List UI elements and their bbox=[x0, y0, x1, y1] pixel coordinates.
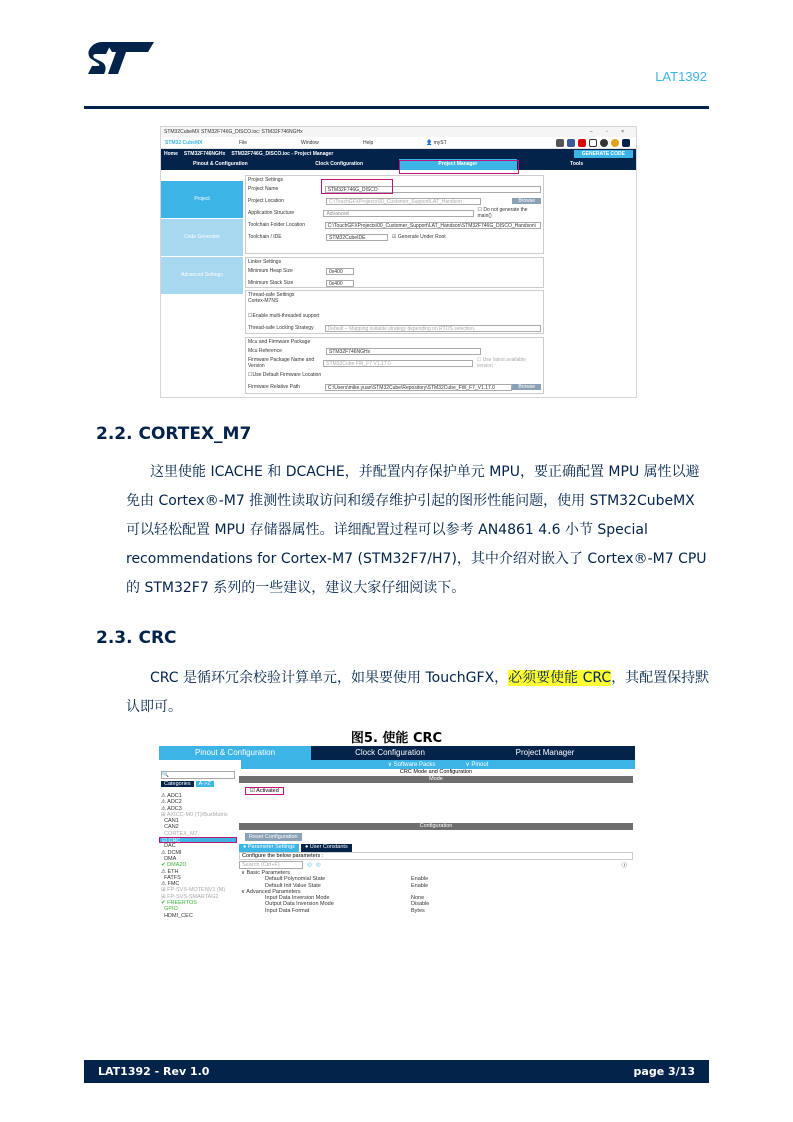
software-packs-menu[interactable]: ∨ Software Packs bbox=[387, 762, 436, 768]
footer-rev: LAT1392 - Rev 1.0 bbox=[98, 1065, 210, 1078]
st-logo bbox=[88, 40, 156, 76]
item-label: CORTEX_M7 bbox=[164, 830, 198, 837]
label: Toolchain / IDE bbox=[248, 234, 282, 240]
checkbox-label: Activated bbox=[256, 788, 279, 794]
facebook-icon[interactable] bbox=[567, 139, 575, 147]
label: Project Name bbox=[248, 186, 279, 192]
tab-a-z[interactable]: A->Z bbox=[196, 781, 214, 787]
tab-label: Parameter Settings bbox=[247, 844, 295, 850]
menu-help[interactable]: Help bbox=[363, 139, 374, 146]
list-item[interactable]: ⚠ ADC1 bbox=[161, 793, 182, 799]
tab-tools[interactable]: Tools bbox=[570, 161, 584, 167]
fig-tabs bbox=[159, 746, 635, 760]
fig-subtabs bbox=[241, 760, 635, 769]
tab-user-constants[interactable]: ● User Constants bbox=[301, 844, 352, 852]
list-item[interactable]: ⊞ FP-SVS-MOTENV1 (M) bbox=[161, 887, 226, 894]
multithread-checkbox[interactable]: ☐ Enable multi-threaded support bbox=[248, 313, 320, 319]
activated-checkbox[interactable]: ☑ Activated bbox=[245, 787, 284, 795]
label: Firmware Relative Path bbox=[248, 384, 300, 390]
param-value: Bytes bbox=[411, 907, 425, 914]
label: Application Structure bbox=[248, 210, 295, 216]
param-search-row bbox=[239, 860, 633, 870]
fw-package-input[interactable]: STM32Cube FW_F7 V1.17.0 bbox=[323, 360, 473, 367]
window-title: STM32CubeMX STM32F746G_DISCO.ioc: STM32F746NGHx bbox=[164, 129, 303, 135]
tab-label: User Constants bbox=[309, 844, 348, 850]
item-label: DMA2D bbox=[167, 862, 187, 869]
mode-bar: Mode bbox=[239, 776, 633, 783]
crc-config-pane bbox=[239, 769, 633, 950]
prev-icon[interactable]: ◎ bbox=[307, 862, 312, 868]
myst-label: myST bbox=[433, 139, 447, 146]
label: Toolchain Folder Location bbox=[248, 222, 305, 228]
param-name: Input Data Inversion Mode bbox=[265, 895, 330, 902]
list-item[interactable]: ✔ FREERTOS bbox=[161, 900, 197, 907]
item-label: DMA bbox=[164, 855, 177, 862]
reset-configuration-button[interactable]: Reset Configuration bbox=[245, 833, 302, 841]
pinout-menu[interactable]: ∨ Pinout bbox=[465, 762, 489, 768]
mode-config-title: CRC Mode and Configuration bbox=[399, 769, 473, 775]
label: Mcu Reference bbox=[248, 348, 282, 354]
section-2-2-text: 这里使能 ICACHE 和 DCACHE，并配置内存保护单元 MPU，要正确配置 MPU 属性以避免由 Cortex®-M7 推测性读取访问和缓存维护引起的图形性能问题，使用 STM32CubeMX 可以轻松配置 MPU 存储器属性。详细配置过程可以参考 AN4861 4.6 小节 Special recommendations for Cortex-M7 (STM32F7/H7)，其中介绍对嵌入了 Cortex®-M7 CPU 的 STM32F7 系列的一些建议，建议大家仔细阅读下。 bbox=[126, 464, 707, 596]
list-item[interactable] bbox=[159, 913, 237, 919]
list-item[interactable]: ⊞ FP-SVS-SMARTAG2 bbox=[161, 893, 219, 900]
row-mcu-ref bbox=[248, 345, 541, 357]
item-label: FREERTOS bbox=[167, 900, 197, 907]
mcu-title: Mcu and Firmware Package bbox=[248, 339, 311, 345]
project-settings-title: Project Settings bbox=[248, 177, 284, 183]
window-titlebar bbox=[161, 127, 636, 137]
latest-version-checkbox[interactable]: ☐ Use latest available version bbox=[476, 357, 526, 369]
generate-root-checkbox[interactable]: ☑ Generate Under Root bbox=[392, 234, 446, 240]
item-label: GPIO bbox=[164, 906, 178, 913]
section-2-3-title: 2.3. CRC bbox=[96, 628, 177, 648]
label: Thread-safe Locking Strategy bbox=[248, 325, 314, 331]
fig-tab-project[interactable]: Project Manager bbox=[515, 748, 575, 757]
tab-clock[interactable]: Clock Configuration bbox=[315, 161, 364, 167]
row-heap bbox=[248, 265, 541, 277]
param-value: None bbox=[411, 895, 425, 902]
item-label: ETH bbox=[167, 868, 179, 875]
project-name-input[interactable]: STM32F746G_DISCO bbox=[325, 186, 541, 193]
item-label: ADC2 bbox=[167, 799, 182, 806]
basic-params-group[interactable]: ∨ Basic Parameters bbox=[241, 870, 290, 876]
label: Firmware Package Name and Version bbox=[248, 357, 315, 369]
fw-path-input[interactable]: C:\Users\mike.yuan\STM32Cube\Repository\STM32Cube_FW_F7_V1.17.0 bbox=[325, 384, 512, 391]
label: Minimum Stack Size bbox=[248, 280, 294, 286]
item-label: AXICC-M0 (T)/BusMatrix bbox=[166, 811, 228, 818]
linker-title: Linker Settings bbox=[248, 259, 282, 265]
default-fw-checkbox[interactable]: ☐ Use Default Firmware Location bbox=[248, 372, 322, 378]
x-icon[interactable] bbox=[589, 139, 597, 147]
item-label: DAC bbox=[164, 843, 176, 850]
tab-pinout[interactable]: Pinout & Configuration bbox=[193, 161, 248, 167]
highlighted-text: 必须要使能 CRC bbox=[508, 670, 612, 686]
side-code-generator[interactable]: Code Generator bbox=[161, 219, 243, 256]
mode-area bbox=[239, 783, 633, 823]
peripheral-list bbox=[159, 769, 237, 950]
myst-link[interactable]: 👤 myST bbox=[426, 139, 447, 146]
fig-tab-clock[interactable]: Clock Configuration bbox=[355, 748, 425, 757]
param-row[interactable] bbox=[239, 908, 633, 914]
row-project-location bbox=[248, 195, 541, 207]
header-rule bbox=[84, 106, 709, 109]
tab-parameter-settings[interactable]: ● Parameter Settings bbox=[239, 844, 299, 852]
crumb-project[interactable]: STM32F746G_DISCO.ioc - Project Manager bbox=[231, 151, 334, 157]
toolchain-folder-input[interactable]: C:\TouchGFXProjects\00_Customer_Support\LAT_Handson\STM32F746G_DISCO_Handson\ bbox=[325, 222, 541, 229]
advanced-params-group[interactable]: ∨ Advanced Parameters bbox=[241, 888, 301, 895]
highlight-project-name bbox=[321, 179, 393, 194]
side-advanced-settings[interactable]: Advanced Settings bbox=[161, 257, 243, 294]
browse-button[interactable]: Browse bbox=[512, 198, 541, 204]
window-controls[interactable]: – ▫ × bbox=[589, 129, 630, 135]
mcu-panel bbox=[245, 337, 544, 394]
footer-page: page 3/13 bbox=[633, 1065, 695, 1078]
linker-panel bbox=[245, 257, 544, 288]
item-label: HDMI_CEC bbox=[164, 912, 193, 919]
item-label: FP-SVS-SMARTAG2 bbox=[167, 893, 219, 900]
breadcrumb bbox=[161, 149, 636, 159]
item-label: CAN1 bbox=[164, 818, 179, 825]
list-item[interactable]: ⚠ ADC2 bbox=[161, 799, 182, 806]
checkbox-label: Use Default Firmware Location bbox=[252, 372, 322, 378]
list-item[interactable]: ⊞ AXICC-M0 (T)/BusMatrix bbox=[161, 811, 228, 818]
param-name: Output Data Inversion Mode bbox=[265, 901, 334, 908]
configure-label: Configure the below parameters : bbox=[239, 852, 633, 860]
browse-button[interactable]: Browse bbox=[512, 384, 541, 390]
checkbox-label: Do not generate the main() bbox=[477, 207, 528, 219]
row-project-name bbox=[248, 183, 541, 195]
item-label: FATFS bbox=[164, 874, 181, 881]
screenshot-project-manager bbox=[160, 126, 637, 398]
row-toolchain-folder bbox=[248, 219, 541, 231]
highlight-project-manager bbox=[399, 160, 519, 174]
param-tabs bbox=[239, 844, 633, 852]
param-value: Enable bbox=[411, 876, 429, 883]
checkbox-label: Use latest available version bbox=[476, 357, 526, 369]
mcu-ref-input[interactable]: STM32F746NGHx bbox=[326, 348, 481, 355]
checkbox-label: Generate Under Root bbox=[397, 234, 446, 240]
menu-window[interactable]: Window bbox=[301, 139, 319, 146]
list-item-crc[interactable]: ☑ CRC bbox=[159, 837, 237, 843]
text-before: CRC 是循环冗余校验计算单元，如果要使用 TouchGFX， bbox=[150, 670, 509, 686]
param-name: Default Init Value State bbox=[265, 882, 321, 889]
project-settings-panel bbox=[245, 175, 544, 254]
item-label: FP-SVS-MOTENV1 (M) bbox=[167, 887, 226, 894]
st-small-icon bbox=[622, 139, 630, 147]
list-search-input[interactable]: 🔍 bbox=[161, 771, 235, 779]
list-item[interactable]: ⚠ ADC3 bbox=[161, 805, 182, 812]
list-item[interactable]: ⚠ FMC bbox=[161, 881, 180, 888]
row-locking bbox=[248, 322, 541, 334]
row-app-structure bbox=[248, 207, 541, 219]
text-after: ，其配置保持默认即可。 bbox=[126, 670, 710, 715]
tab-categories[interactable]: Categories bbox=[161, 781, 194, 787]
generate-code-button[interactable]: GENERATE CODE bbox=[574, 150, 633, 158]
next-icon[interactable]: ◎ bbox=[315, 862, 321, 868]
thread-title: Thread-safe Settings bbox=[248, 292, 295, 298]
fig-tab-pinout[interactable]: Pinout & Configuration bbox=[159, 746, 311, 760]
group-label: Basic Parameters bbox=[246, 870, 290, 876]
param-value: Enable bbox=[411, 882, 429, 889]
footer-bar bbox=[84, 1060, 709, 1083]
section-2-2-body bbox=[126, 458, 711, 603]
stack-input[interactable]: 0x400 bbox=[326, 280, 354, 287]
github-icon[interactable] bbox=[600, 139, 608, 147]
item-label: FMC bbox=[167, 881, 180, 888]
side-nav bbox=[161, 181, 243, 397]
category-tabs bbox=[161, 781, 235, 787]
crumb-home[interactable]: Home bbox=[164, 151, 178, 157]
toolchain-ide-select[interactable]: STM32CubeIDE bbox=[326, 234, 388, 241]
youtube-icon[interactable] bbox=[578, 139, 586, 147]
app-structure-select[interactable]: Advanced bbox=[323, 210, 473, 217]
heap-input[interactable]: 0x400 bbox=[326, 268, 354, 275]
row-fw-package bbox=[248, 357, 541, 369]
screenshot-crc bbox=[159, 746, 635, 950]
badge-icon[interactable] bbox=[556, 139, 564, 147]
locking-select[interactable]: Default – Mapping suitable strategy depending on RTOS selection. bbox=[325, 325, 541, 332]
community-icon[interactable] bbox=[611, 139, 619, 147]
menu-file[interactable]: File bbox=[239, 139, 248, 146]
param-value: Disable bbox=[411, 901, 430, 908]
group-label: Advanced Parameters bbox=[246, 888, 301, 895]
section-2-3-body bbox=[126, 664, 711, 722]
list-item[interactable]: ✔ DMA2D bbox=[161, 862, 187, 869]
figure-caption: 图5. 使能 CRC bbox=[350, 731, 443, 746]
crumb-mcu[interactable]: STM32F746NGHx bbox=[183, 151, 226, 157]
cubemx-logo: STM32 CubeMX bbox=[165, 139, 203, 146]
checkbox-label: Enable multi-threaded support bbox=[252, 313, 320, 319]
tab-project-manager[interactable]: Project Manager bbox=[399, 159, 518, 170]
item-label: ADC1 bbox=[167, 793, 182, 799]
row-toolchain-ide bbox=[248, 231, 541, 243]
no-main-checkbox[interactable]: ☐ Do not generate the main() bbox=[477, 207, 528, 219]
param-name: Input Data Format bbox=[265, 907, 310, 914]
item-label: CRC bbox=[168, 838, 181, 845]
item-label: CAN2 bbox=[164, 824, 179, 831]
item-label: DCMI bbox=[167, 849, 182, 856]
item-label: ADC3 bbox=[167, 805, 182, 812]
label: Project Location bbox=[248, 198, 284, 204]
info-icon[interactable]: ⓘ bbox=[621, 863, 627, 869]
cortex-label: Cortex-M7NS bbox=[248, 298, 279, 304]
section-2-2-title: 2.2. CORTEX_M7 bbox=[96, 424, 252, 444]
label: Minimum Heap Size bbox=[248, 268, 293, 274]
reset-area bbox=[239, 830, 633, 844]
list-item[interactable]: ⚠ DCMI bbox=[161, 849, 182, 856]
row-fw-path bbox=[248, 381, 541, 393]
side-project[interactable]: Project bbox=[161, 181, 243, 218]
list-item[interactable]: ⚠ ETH bbox=[161, 868, 179, 875]
project-location-input[interactable]: C:\TouchGFXProjects\00_Customer_Support\LAT_Handson bbox=[326, 198, 481, 205]
social-icons bbox=[556, 139, 630, 147]
configuration-bar: Configuration bbox=[239, 823, 633, 830]
param-search-input[interactable]: Search (Ctrl+F) bbox=[239, 861, 303, 869]
param-name: Default Polynomial State bbox=[265, 876, 326, 883]
row-stack bbox=[248, 277, 541, 289]
thread-panel bbox=[245, 290, 544, 334]
doc-id: LAT1392 bbox=[655, 69, 707, 84]
